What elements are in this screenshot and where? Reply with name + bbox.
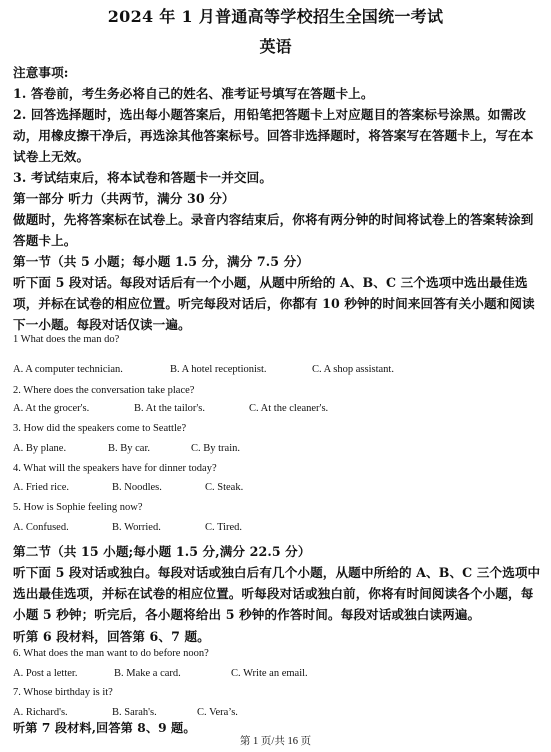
section2-instruction: 选出最佳选项，并标在试卷的相应位置。听每段对话或独白前，你将有时间阅读各个小题，每	[13, 586, 534, 601]
option-b: B. At the tailor's.	[134, 403, 206, 414]
option-a: A. At the grocer's.	[13, 403, 90, 414]
option-b: B. Make a card.	[114, 668, 181, 679]
section2-instruction: 小题 5 秒钟；听完后，各小题将给出 5 秒钟的作答时间。每段对话或独白读两遍。	[13, 607, 481, 622]
material-7-heading: 听第 7 段材料,回答第 8、9 题。	[13, 721, 196, 735]
question-1: 1 What does the man do?	[13, 334, 120, 345]
subject-title: 英语	[259, 37, 292, 56]
note-line: 动，用橡皮擦干净后，再选涂其他答案标号。回答非选择题时，将答案写在答题卡上，写在本	[13, 128, 534, 143]
option-c: C. Write an email.	[231, 668, 308, 679]
section1-heading: 第一节（共 5 小题；每小题 1.5 分，满分 7.5 分）	[13, 254, 309, 269]
option-c: C. Tired.	[205, 522, 243, 533]
part1-instruction: 答题卡上。	[13, 233, 77, 248]
question-7: 7. Whose birthday is it?	[13, 687, 113, 698]
part1-heading: 第一部分 听力（共两节，满分 30 分）	[13, 191, 235, 206]
note-line: 试卷上无效。	[13, 149, 90, 164]
section1-instruction: 项，并标在试卷的相应位置。听完每段对话后，你都有 10 秒钟的时间来回答有关小题和阅读	[13, 296, 535, 311]
option-a: A. Post a letter.	[13, 668, 78, 679]
option-c: C. Steak.	[205, 482, 244, 493]
part1-instruction: 做题时，先将答案标在试卷上。录音内容结束后，你将有两分钟的时间将试卷上的答案转涂到	[13, 212, 534, 227]
option-a: A. A computer technician.	[13, 364, 123, 375]
exam-title: 2024 年 1 月普通高等学校招生全国统一考试	[107, 7, 444, 26]
material-6-heading: 听第 6 段材料，回答第 6、7 题。	[13, 629, 210, 644]
option-b: B. Noodles.	[112, 482, 162, 493]
option-a: A. By plane.	[13, 443, 67, 454]
notes-heading: 注意事项:	[13, 65, 69, 80]
option-c: C. A shop assistant.	[312, 364, 394, 375]
page-footer: 第 1 页/共 16 页	[239, 736, 312, 747]
section1-instruction: 下一小题。每段对话仅读一遍。	[13, 317, 191, 332]
note-line: 2. 回答选择题时，选出每小题答案后，用铅笔把答题卡上对应题目的答案标号涂黑。如需改	[13, 107, 526, 122]
section1-instruction: 听下面 5 段对话。每段对话后有一个小题，从题中所给的 A、B、C 三个选项中选出最佳选	[13, 275, 528, 290]
option-c: C. By train.	[191, 443, 240, 454]
option-c: C. At the cleaner's.	[249, 403, 329, 414]
question-3: 3. How did the speakers come to Seattle?	[13, 423, 187, 434]
note-line: 1. 答卷前，考生务必将自己的姓名、准考证号填写在答题卡上。	[13, 86, 374, 101]
option-b: B. By car.	[108, 443, 150, 454]
section2-instruction: 听下面 5 段对话或独白。每段对话或独白后有几个小题，从题中所给的 A、B、C 三个选项中	[13, 565, 541, 580]
question-6: 6. What does the man want to do before noon?	[13, 648, 209, 659]
option-a: A. Fried rice.	[13, 482, 69, 493]
note-line: 3. 考试结束后，将本试卷和答题卡一并交回。	[13, 170, 273, 185]
option-a: A. Richard's.	[13, 707, 68, 718]
question-2: 2. Where does the conversation take place?	[13, 385, 195, 396]
option-a: A. Confused.	[13, 522, 69, 533]
question-4: 4. What will the speakers have for dinner today?	[13, 463, 217, 474]
section2-heading: 第二节（共 15 小题;每小题 1.5 分,满分 22.5 分）	[13, 544, 311, 559]
question-5: 5. How is Sophie feeling now?	[13, 502, 143, 513]
option-b: B. Sarah's.	[112, 707, 157, 718]
option-b: B. Worried.	[112, 522, 161, 533]
option-c: C. Vera’s.	[197, 707, 238, 718]
option-b: B. A hotel receptionist.	[170, 364, 267, 375]
